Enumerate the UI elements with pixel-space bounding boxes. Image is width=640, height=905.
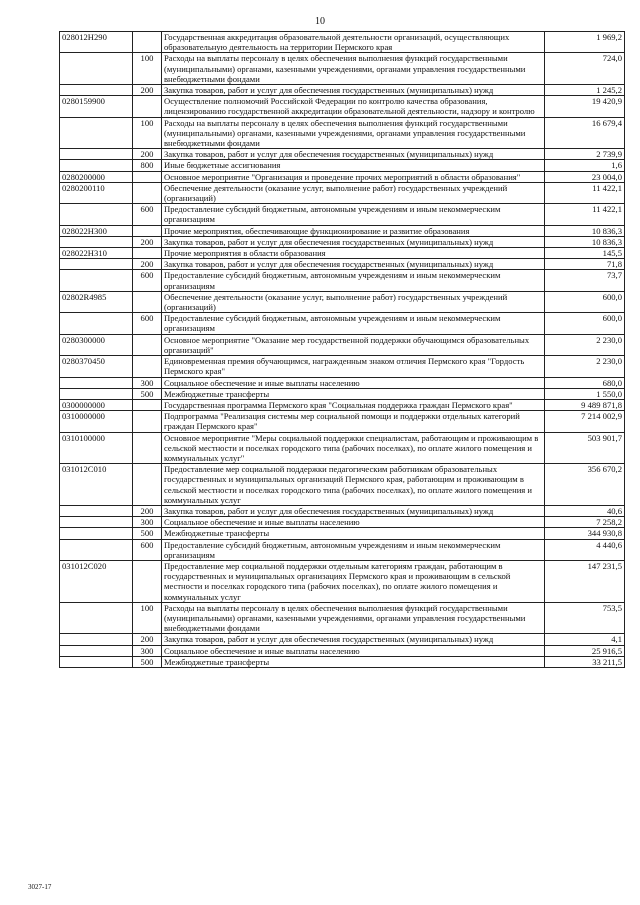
target-article-code: 0300000000: [60, 399, 133, 410]
amount: 2 230,0: [545, 356, 625, 377]
target-article-code: [60, 204, 133, 225]
amount: 33 211,5: [545, 656, 625, 667]
table-row: [60, 560, 625, 602]
target-article-code: [60, 517, 133, 528]
amount: 680,0: [545, 377, 625, 388]
item-name: Прочие мероприятия, обеспечивающие функционирование и развитие образования: [162, 225, 545, 236]
target-article-code: 02802R4985: [60, 291, 133, 312]
table-row: [60, 334, 625, 355]
expense-type-code: 800: [133, 160, 162, 171]
target-article-code: 0280200110: [60, 182, 133, 203]
document-footer-code: 3027-17: [28, 883, 52, 891]
amount: 16 679,4: [545, 117, 625, 149]
item-name: Государственная аккредитация образовательной деятельности организаций, осуществляющих образовательную деятельность на территории Пермского края: [162, 32, 545, 53]
amount: 503 901,7: [545, 432, 625, 464]
target-article-code: 0280159900: [60, 96, 133, 117]
item-name: Закупка товаров, работ и услуг для обеспечения государственных (муниципальных) нужд: [162, 505, 545, 516]
item-name: Расходы на выплаты персоналу в целях обеспечения выполнения функций государственными (муниципальными) органами, казенными учреждениями, органами управления государственными внебюджетными фондами: [162, 117, 545, 149]
target-article-code: [60, 377, 133, 388]
amount: 356 670,2: [545, 464, 625, 506]
expense-type-code: [133, 560, 162, 602]
amount: 147 231,5: [545, 560, 625, 602]
target-article-code: 0310000000: [60, 411, 133, 432]
item-name: Закупка товаров, работ и услуг для обеспечения государственных (муниципальных) нужд: [162, 259, 545, 270]
target-article-code: [60, 602, 133, 634]
item-name: Социальное обеспечение и иные выплаты населению: [162, 517, 545, 528]
target-article-code: [60, 539, 133, 560]
expense-type-code: 200: [133, 149, 162, 160]
expense-type-code: 300: [133, 377, 162, 388]
expense-type-code: 200: [133, 634, 162, 645]
expense-type-code: [133, 291, 162, 312]
table-row: [60, 225, 625, 236]
target-article-code: [60, 149, 133, 160]
expense-type-code: 600: [133, 270, 162, 291]
target-article-code: 0280300000: [60, 334, 133, 355]
amount: 10 836,3: [545, 236, 625, 247]
item-name: Закупка товаров, работ и услуг для обеспечения государственных (муниципальных) нужд: [162, 85, 545, 96]
item-name: Основное мероприятие "Организация и проведение прочих мероприятий в области образования": [162, 171, 545, 182]
expense-type-code: 600: [133, 313, 162, 334]
table-row: [60, 32, 625, 53]
table-row: [60, 149, 625, 160]
table-row: [60, 248, 625, 259]
target-article-code: 0280370450: [60, 356, 133, 377]
item-name: Межбюджетные трансферты: [162, 528, 545, 539]
expense-type-code: [133, 356, 162, 377]
item-name: Предоставление мер социальной поддержки отдельным категориям граждан, работающим в государственных и муниципальных организациях Пермского края и проживающим в сельской местности и поселках городского типа (рабочих поселках), по оплате жилого помещения и коммунальных услуг: [162, 560, 545, 602]
item-name: Предоставление субсидий бюджетным, автономным учреждениям и иным некоммерческим организациям: [162, 539, 545, 560]
amount: 145,5: [545, 248, 625, 259]
table-row: [60, 505, 625, 516]
expense-type-code: 100: [133, 117, 162, 149]
item-name: Предоставление субсидий бюджетным, автономным учреждениям и иным некоммерческим организациям: [162, 313, 545, 334]
target-article-code: [60, 634, 133, 645]
target-article-code: [60, 85, 133, 96]
target-article-code: [60, 528, 133, 539]
expense-type-code: [133, 248, 162, 259]
item-name: Прочие мероприятия в области образования: [162, 248, 545, 259]
table-row: [60, 356, 625, 377]
expense-type-code: [133, 334, 162, 355]
target-article-code: 0280200000: [60, 171, 133, 182]
expense-type-code: 300: [133, 645, 162, 656]
item-name: Закупка товаров, работ и услуг для обеспечения государственных (муниципальных) нужд: [162, 149, 545, 160]
amount: 344 930,8: [545, 528, 625, 539]
amount: 600,0: [545, 313, 625, 334]
table-row: [60, 171, 625, 182]
amount: 753,5: [545, 602, 625, 634]
table-row: [60, 291, 625, 312]
amount: 600,0: [545, 291, 625, 312]
item-name: Предоставление мер социальной поддержки педагогическим работникам образовательных государственных и муниципальных организаций Пермского края, работающим и проживающим в сельской местности и поселках городского типа (рабочих поселках), по оплате жилого помещения и коммунальных услуг: [162, 464, 545, 506]
item-name: Основное мероприятие "Оказание мер государственной поддержки обучающимся образовательных организаций": [162, 334, 545, 355]
amount: 1 245,2: [545, 85, 625, 96]
table-row: [60, 182, 625, 203]
target-article-code: [60, 645, 133, 656]
amount: 9 489 871,8: [545, 399, 625, 410]
expense-type-code: [133, 411, 162, 432]
target-article-code: [60, 270, 133, 291]
item-name: Расходы на выплаты персоналу в целях обеспечения выполнения функций государственными (муниципальными) органами, казенными учреждениями, органами управления государственными внебюджетными фондами: [162, 602, 545, 634]
table-row: [60, 96, 625, 117]
amount: 7 214 002,9: [545, 411, 625, 432]
item-name: Расходы на выплаты персоналу в целях обеспечения выполнения функций государственными (муниципальными) органами, казенными учреждениями, органами управления государственными внебюджетными фондами: [162, 53, 545, 85]
target-article-code: 031012С010: [60, 464, 133, 506]
table-row: [60, 53, 625, 85]
item-name: Межбюджетные трансферты: [162, 388, 545, 399]
amount: 71,8: [545, 259, 625, 270]
amount: 4 440,6: [545, 539, 625, 560]
amount: 10 836,3: [545, 225, 625, 236]
table-row: [60, 432, 625, 464]
amount: 73,7: [545, 270, 625, 291]
target-article-code: 028012Н290: [60, 32, 133, 53]
expense-type-code: 600: [133, 539, 162, 560]
item-name: Осуществление полномочий Российской Федерации по контролю качества образования, лицензированию государственной аккредитации образовательной деятельности, надзору и контролю: [162, 96, 545, 117]
item-name: Социальное обеспечение и иные выплаты населению: [162, 645, 545, 656]
expense-type-code: 200: [133, 85, 162, 96]
target-article-code: [60, 313, 133, 334]
table-row: [60, 85, 625, 96]
amount: 11 422,1: [545, 182, 625, 203]
expense-type-code: 200: [133, 259, 162, 270]
amount: 25 916,5: [545, 645, 625, 656]
expense-type-code: 300: [133, 517, 162, 528]
expense-type-code: [133, 32, 162, 53]
table-row: [60, 399, 625, 410]
target-article-code: [60, 259, 133, 270]
table-row: [60, 117, 625, 149]
table-row: [60, 270, 625, 291]
amount: 1 550,0: [545, 388, 625, 399]
table-row: [60, 602, 625, 634]
expense-type-code: [133, 182, 162, 203]
expense-type-code: 500: [133, 388, 162, 399]
expense-type-code: 200: [133, 236, 162, 247]
table-row: [60, 204, 625, 225]
expense-type-code: 200: [133, 505, 162, 516]
expense-type-code: [133, 96, 162, 117]
expense-type-code: [133, 464, 162, 506]
target-article-code: 031012С020: [60, 560, 133, 602]
table-row: [60, 259, 625, 270]
target-article-code: [60, 388, 133, 399]
amount: 23 004,0: [545, 171, 625, 182]
expense-type-code: 100: [133, 53, 162, 85]
item-name: Обеспечение деятельности (оказание услуг, выполнение работ) государственных учреждений (организаций): [162, 291, 545, 312]
expense-type-code: [133, 171, 162, 182]
budget-table-body: [60, 32, 625, 668]
table-row: [60, 313, 625, 334]
item-name: Подпрограмма "Реализация системы мер социальной помощи и поддержки отдельных категорий граждан Пермского края": [162, 411, 545, 432]
table-row: [60, 645, 625, 656]
table-row: [60, 464, 625, 506]
target-article-code: 028022Н310: [60, 248, 133, 259]
amount: 1,6: [545, 160, 625, 171]
table-row: [60, 411, 625, 432]
amount: 40,6: [545, 505, 625, 516]
expense-type-code: 500: [133, 656, 162, 667]
table-row: [60, 539, 625, 560]
expense-type-code: [133, 225, 162, 236]
table-row: [60, 388, 625, 399]
expense-type-code: 100: [133, 602, 162, 634]
amount: 1 969,2: [545, 32, 625, 53]
target-article-code: [60, 160, 133, 171]
amount: 4,1: [545, 634, 625, 645]
item-name: Основное мероприятие "Меры социальной поддержки специалистам, работающим и проживающим в сельской местности и поселках городского типа (рабочих поселках), по оплате жилого помещения и коммунальных услуг": [162, 432, 545, 464]
item-name: Иные бюджетные ассигнования: [162, 160, 545, 171]
table-row: [60, 160, 625, 171]
target-article-code: [60, 117, 133, 149]
target-article-code: 028022Н300: [60, 225, 133, 236]
table-row: [60, 517, 625, 528]
budget-table: [59, 31, 625, 668]
item-name: Предоставление субсидий бюджетным, автономным учреждениям и иным некоммерческим организациям: [162, 204, 545, 225]
table-row: [60, 634, 625, 645]
expense-type-code: 600: [133, 204, 162, 225]
expense-type-code: [133, 432, 162, 464]
target-article-code: [60, 236, 133, 247]
item-name: Государственная программа Пермского края "Социальная поддержка граждан Пермского края": [162, 399, 545, 410]
item-name: Закупка товаров, работ и услуг для обеспечения государственных (муниципальных) нужд: [162, 634, 545, 645]
target-article-code: [60, 656, 133, 667]
table-row: [60, 656, 625, 667]
item-name: Предоставление субсидий бюджетным, автономным учреждениям и иным некоммерческим организациям: [162, 270, 545, 291]
amount: 724,0: [545, 53, 625, 85]
expense-type-code: [133, 399, 162, 410]
target-article-code: 0310100000: [60, 432, 133, 464]
item-name: Закупка товаров, работ и услуг для обеспечения государственных (муниципальных) нужд: [162, 236, 545, 247]
target-article-code: [60, 505, 133, 516]
item-name: Единовременная премия обучающимся, награжденным знаком отличия Пермского края "Гордость Пермского края": [162, 356, 545, 377]
amount: 11 422,1: [545, 204, 625, 225]
amount: 2 230,0: [545, 334, 625, 355]
page-number: 10: [315, 16, 325, 27]
item-name: Обеспечение деятельности (оказание услуг, выполнение работ) государственных учреждений (организаций): [162, 182, 545, 203]
table-row: [60, 528, 625, 539]
amount: 19 420,9: [545, 96, 625, 117]
table-row: [60, 377, 625, 388]
amount: 2 739,9: [545, 149, 625, 160]
expense-type-code: 500: [133, 528, 162, 539]
item-name: Межбюджетные трансферты: [162, 656, 545, 667]
table-row: [60, 236, 625, 247]
target-article-code: [60, 53, 133, 85]
amount: 7 258,2: [545, 517, 625, 528]
item-name: Социальное обеспечение и иные выплаты населению: [162, 377, 545, 388]
